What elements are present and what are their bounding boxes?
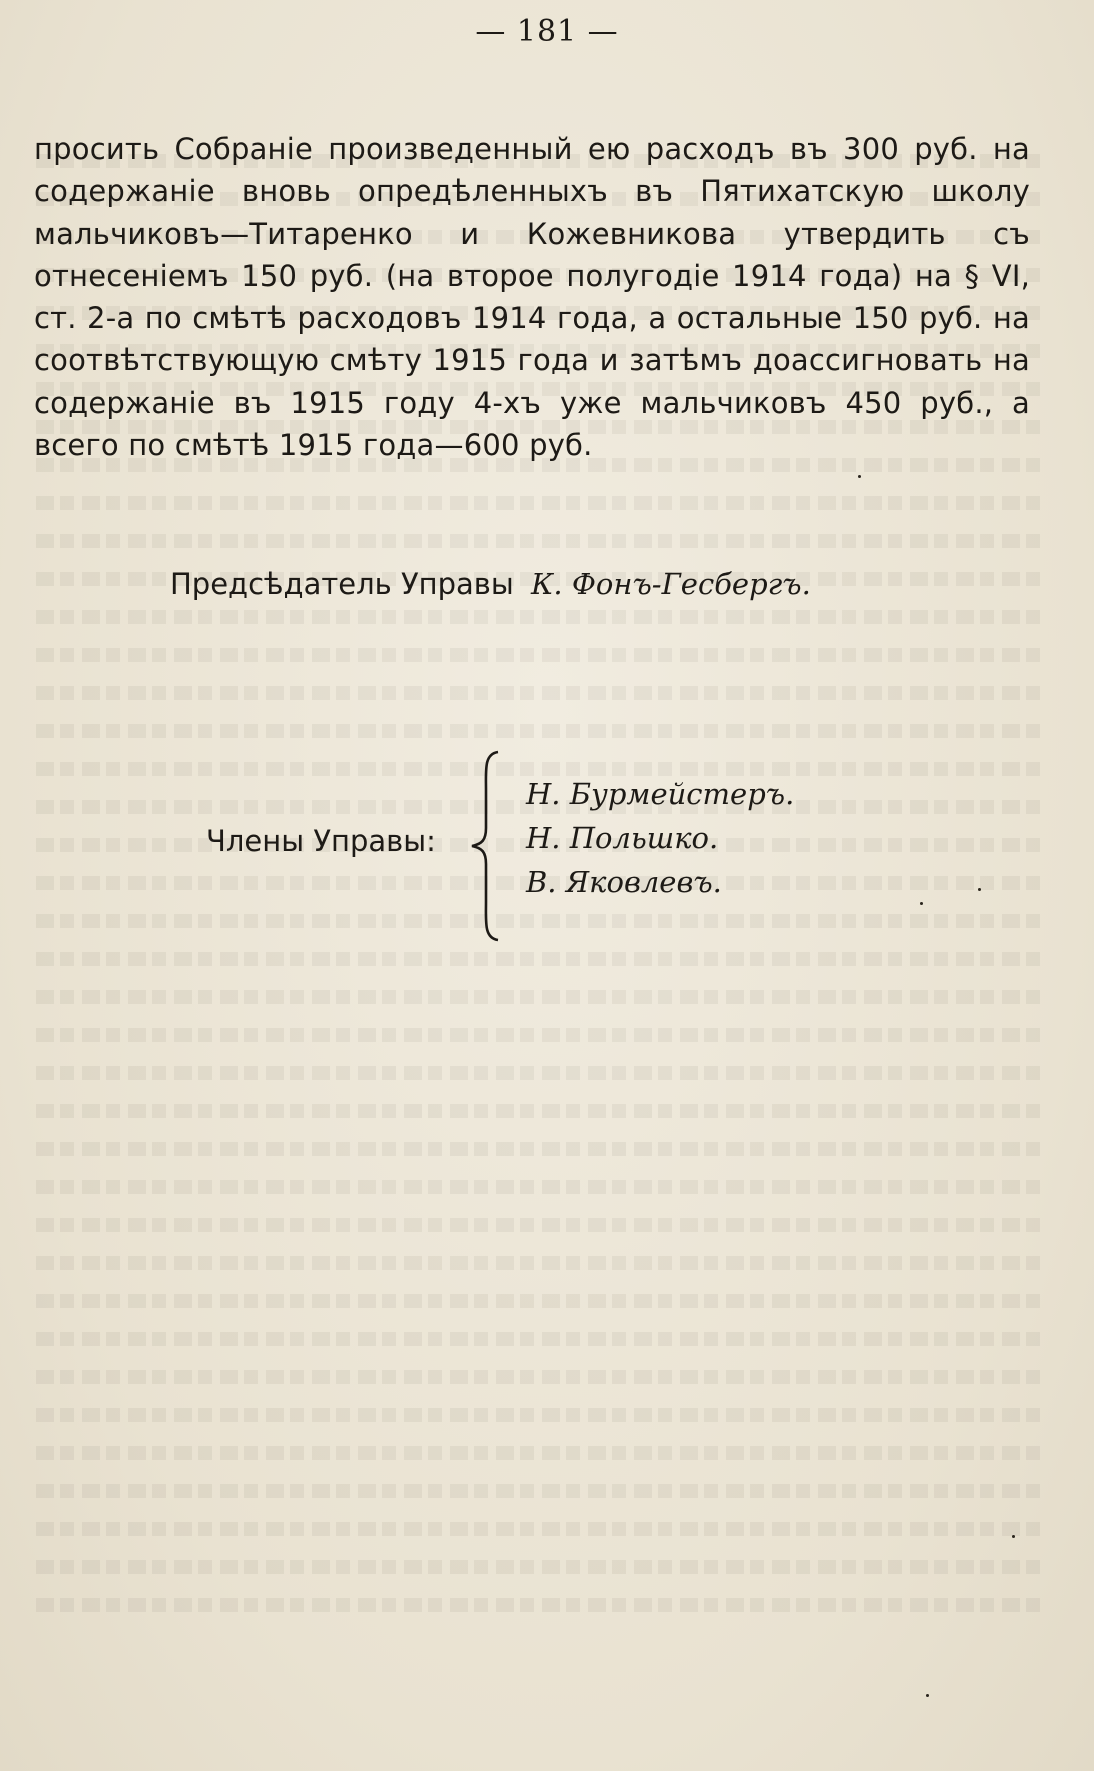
members-list [526, 772, 794, 904]
chairman-signature [170, 567, 811, 601]
ink-speck [1012, 1535, 1015, 1538]
chairman-title: Предсѣдатель Управы [170, 567, 514, 601]
curly-brace [464, 750, 504, 942]
member-name: В. Яковлевъ. [526, 865, 722, 899]
member-name: Н. Бурмейстеръ. [526, 777, 795, 811]
member-name: Н. Польшко. [526, 821, 719, 855]
ink-speck [926, 1694, 929, 1697]
ink-speck [920, 902, 923, 905]
ink-speck [978, 888, 981, 891]
body-paragraph: просить Собраніе произведенный ею расходъ въ 300 руб. на содержаніе вновь опредѣленныхъ въ Пятихатскую школу мальчиковъ—Титаренко и Кожевникова утвердить съ отнесеніемъ 150 руб. (на второе полугодіе 1914 года) на § VI, ст. 2-а по смѣтѣ расходовъ 1914 года, а остальные 150 руб. на соотвѣтствующую смѣту 1915 года и затѣмъ доассигновать на содержаніе въ 1915 году 4-хъ уже мальчиковъ 450 руб., а всего по смѣтѣ 1915 года—600 руб. [34, 132, 1030, 463]
chairman-name: К. Фонъ-Гесбергъ. [530, 567, 811, 601]
page-number: — 181 — [475, 14, 619, 49]
members-label: Члены Управы: [206, 824, 436, 858]
ink-speck [858, 475, 861, 478]
